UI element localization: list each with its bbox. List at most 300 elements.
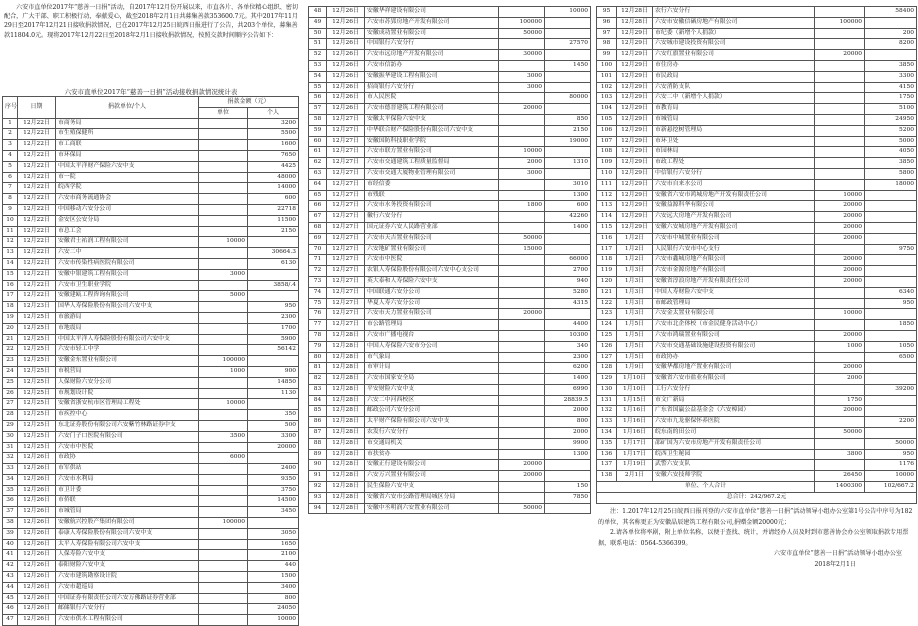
row-donor: 市环卫处 [653,136,815,147]
row-date: 12月22日 [18,248,56,259]
row-person-amount: 22718 [248,204,299,215]
row-unit-amount: 10000 [199,399,248,410]
row-number: 4 [3,150,18,161]
row-number: 58 [309,114,327,125]
subtotal-person: 102/667.2 [865,482,917,493]
row-donor: 安徽正行建设有限公司 [365,460,499,471]
row-number: 86 [309,417,327,428]
row-person-amount: 2700 [545,266,591,277]
row-person-amount: 1450 [545,60,591,71]
row-person-amount: 8200 [865,39,917,50]
row-unit-amount [499,406,545,417]
row-date: 12月25日 [18,323,56,334]
row-donor: 六安市水务投资有限公司 [365,201,499,212]
row-number: 82 [309,374,327,385]
row-person-amount [248,237,299,248]
row-person-amount: 1500 [248,572,299,583]
row-number: 30 [3,431,18,442]
row-date: 12月26日 [327,60,365,71]
row-donor: 安徽振华建设工程有限公司 [365,71,499,82]
row-person-amount: 200 [865,28,917,39]
row-unit-amount [499,428,545,439]
row-unit-amount: 20000 [499,471,545,482]
row-person-amount [865,222,917,233]
row-date: 12月27日 [327,287,365,298]
row-date: 12月22日 [18,237,56,248]
subtotal-unit: 1400300 [815,482,865,493]
row-number: 103 [597,93,617,104]
row-unit-amount [499,287,545,298]
table-row [3,140,299,151]
note-1: 注：1.2017年12月25日皖西日报刊登的六安市直单位“慈善一日捐”活动领导小组办公室第1号公告中序号为182的单位，其名称更正为安徽晶辰建筑工程有限公司,捐赠金额20000元； [598,508,913,526]
row-date: 1月17日 [617,449,653,460]
row-number: 42 [3,561,18,572]
row-date: 12月29日 [617,125,653,136]
row-number: 119 [597,266,617,277]
row-person-amount [545,28,591,39]
row-date: 1月9日 [617,363,653,374]
row-date: 12月27日 [327,212,365,223]
row-unit-amount [199,161,248,172]
row-person-amount: 4050 [865,147,917,158]
row-unit-amount: 20000 [499,309,545,320]
row-donor: 邵矿国为六安市房地产开发有限责任公司 [653,438,815,449]
row-number: 40 [3,539,18,550]
table-row [597,471,917,482]
row-person-amount: 940 [545,276,591,287]
row-person-amount: 1600 [248,140,299,151]
row-date: 12月22日 [18,161,56,172]
row-unit-amount: 3000 [499,71,545,82]
row-unit-amount [815,298,865,309]
row-number: 78 [309,330,327,341]
row-donor: 安徽省淳浪房地产开发有限责任公司 [653,276,815,287]
row-donor: 广东省国赢公益基金会（六安樟园） [653,406,815,417]
table-row [309,503,591,514]
row-number: 83 [309,384,327,395]
row-person-amount: 24050 [248,604,299,615]
row-donor: 市商务局 [56,118,199,129]
row-unit-amount: 100000 [199,518,248,529]
row-person-amount: 3300 [865,71,917,82]
row-person-amount: 800 [545,417,591,428]
row-number: 6 [3,172,18,183]
row-date: 12月28日 [327,460,365,471]
row-donor: 中国太平洋财产保险六安中支 [56,161,199,172]
row-person-amount [545,309,591,320]
row-number: 16 [3,280,18,291]
donation-table-middle [308,6,591,514]
row-person-amount [545,244,591,255]
row-person-amount: 80000 [545,93,591,104]
row-person-amount [865,212,917,223]
row-donor: 武警六安支队 [653,460,815,471]
row-person-amount: 3850 [865,60,917,71]
row-number: 126 [597,341,617,352]
row-donor: 六安市国家安全局 [365,374,499,385]
row-person-amount [865,330,917,341]
row-unit-amount [199,215,248,226]
row-date: 12月29日 [617,168,653,179]
row-number: 134 [597,428,617,439]
table-row [3,345,299,356]
table-row [309,341,591,352]
row-unit-amount [499,179,545,190]
row-unit-amount [499,352,545,363]
row-unit-amount: 3000 [199,269,248,280]
row-person-amount: 600 [545,201,591,212]
row-donor: 六安市金源房地产有限公司 [653,266,815,277]
table-row [3,550,299,561]
row-number: 57 [309,104,327,115]
row-donor: 皖西卫生秘园 [653,449,815,460]
row-unit-amount [199,615,248,626]
row-person-amount: 1130 [248,388,299,399]
row-unit-amount [815,136,865,147]
row-donor: 六安地矿置业有限公司 [365,244,499,255]
row-number: 85 [309,406,327,417]
row-date: 12月26日 [18,496,56,507]
row-donor: 六安万兴置业有限公司 [365,471,499,482]
header-unit: 单位 [199,107,248,118]
row-donor: 平安财险六安中支 [365,384,499,395]
row-unit-amount [199,248,248,259]
row-number: 24 [3,366,18,377]
row-date: 12月22日 [18,215,56,226]
row-donor: 安徽建瓯工程咨询有限公司 [56,291,199,302]
row-person-amount [865,363,917,374]
table-row [597,266,917,277]
row-unit-amount: 100000 [499,17,545,28]
table-row [597,71,917,82]
row-donor: 安徽六安城房地产开发有限公司 [653,222,815,233]
row-number: 111 [597,179,617,190]
row-date: 12月27日 [327,320,365,331]
table-row [309,190,591,201]
table-row [597,384,917,395]
row-unit-amount: 6000 [199,453,248,464]
row-date: 12月26日 [327,7,365,18]
row-unit-amount [815,147,865,158]
table-row [309,266,591,277]
row-person-amount: 3400 [248,582,299,593]
donation-table-right [596,6,917,504]
row-unit-amount: 2000 [815,374,865,385]
row-date: 12月22日 [18,258,56,269]
row-number: 87 [309,428,327,439]
row-number: 84 [309,395,327,406]
row-donor: 六安市苏郢房地产开发有限公司 [365,17,499,28]
row-date: 12月27日 [327,298,365,309]
table-row [597,341,917,352]
table-row [309,233,591,244]
row-unit-amount: 20000 [815,212,865,223]
row-date: 12月29日 [617,114,653,125]
row-number: 28 [3,410,18,421]
table-row [597,438,917,449]
row-donor: 六安市鸿瑞置业有限公司 [653,330,815,341]
row-date: 12月25日 [18,410,56,421]
row-donor: 市民政局 [653,71,815,82]
table-row [3,582,299,593]
table-row [597,82,917,93]
row-date: 12月29日 [617,71,653,82]
row-date: 12月22日 [18,118,56,129]
row-date: 12月26日 [18,593,56,604]
table-row [3,485,299,496]
row-number: 22 [3,345,18,356]
row-date: 12月29日 [617,179,653,190]
row-person-amount: 39200 [865,384,917,395]
table-row [597,158,917,169]
row-unit-amount: 3000 [499,82,545,93]
row-number: 81 [309,363,327,374]
row-unit-amount [499,320,545,331]
row-donor: 安徽省六安市鸿城房地产开发有限责任公司 [653,190,815,201]
row-unit-amount [199,604,248,615]
column-right [596,0,918,584]
row-person-amount [545,104,591,115]
row-number: 77 [309,320,327,331]
row-date: 12月29日 [617,93,653,104]
row-date: 12月25日 [18,442,56,453]
table-row [597,363,917,374]
row-donor: 中国证券有限责任公司六安万佛路证券营业部 [56,593,199,604]
row-number: 74 [309,287,327,298]
table-row [309,384,591,395]
row-unit-amount [499,125,545,136]
row-unit-amount [199,150,248,161]
row-date: 12月26日 [327,50,365,61]
row-person-amount: 19000 [545,136,591,147]
row-donor: 市文广新局 [653,395,815,406]
table-row [597,114,917,125]
row-person-amount [248,518,299,529]
row-donor: 安徽省六安市公路管理局城区分局 [365,492,499,503]
row-person-amount: 6500 [865,352,917,363]
row-person-amount: 350 [248,410,299,421]
row-unit-amount: 20000 [815,363,865,374]
row-date: 1月2日 [617,244,653,255]
row-person-amount [865,266,917,277]
row-number: 35 [3,485,18,496]
row-date: 12月28日 [327,482,365,493]
row-unit-amount [199,258,248,269]
table-row [597,17,917,28]
table-row [309,287,591,298]
table-row [597,255,917,266]
row-unit-amount: 3500 [199,431,248,442]
row-donor: 金安区公安分局 [56,215,199,226]
row-donor: 六安市传染性病医院有限公司 [56,258,199,269]
row-donor: 市军供站 [56,464,199,475]
row-number: 117 [597,244,617,255]
row-date: 12月22日 [18,172,56,183]
table-row [3,474,299,485]
row-number: 132 [597,406,617,417]
row-unit-amount [815,125,865,136]
row-person-amount: 1310 [545,158,591,169]
table-row [3,399,299,410]
row-donor: 市人民医院 [365,93,499,104]
table-row [597,309,917,320]
row-person-amount: 5100 [865,104,917,115]
row-donor: 市政工程处 [653,158,815,169]
row-unit-amount [499,190,545,201]
table-row [3,312,299,323]
row-unit-amount [199,323,248,334]
table-row [309,438,591,449]
row-donor: 邮储银行六安分行 [56,604,199,615]
table-row [3,215,299,226]
table-row [597,320,917,331]
row-person-amount: 14500 [248,496,299,507]
row-date: 12月29日 [617,50,653,61]
row-date: 1月3日 [617,276,653,287]
table-row [597,212,917,223]
row-unit-amount: 20000 [815,330,865,341]
row-donor: 市审计局 [365,363,499,374]
row-donor: 市总工会 [56,226,199,237]
table-row [309,28,591,39]
row-number: 76 [309,309,327,320]
row-person-amount: 900 [248,366,299,377]
row-number: 37 [3,507,18,518]
row-number: 14 [3,258,18,269]
row-date: 12月26日 [327,104,365,115]
row-date: 12月28日 [327,449,365,460]
row-date: 12月26日 [18,572,56,583]
row-unit-amount: 100000 [815,17,865,28]
row-person-amount: 5900 [248,334,299,345]
row-person-amount: 950 [865,449,917,460]
row-number: 93 [309,492,327,503]
table-row [309,158,591,169]
row-unit-amount [199,194,248,205]
row-number: 9 [3,204,18,215]
row-unit-amount: 5000 [199,291,248,302]
column-left [0,0,302,623]
row-donor: 六安市安徽信硒房地产有限公司 [653,17,815,28]
row-donor: 六安市中城置业有限公司 [653,233,815,244]
row-person-amount [865,233,917,244]
row-number: 2 [3,129,18,140]
row-donor: 中国移动六安分公司 [56,204,199,215]
row-number: 121 [597,287,617,298]
row-date: 1月17日 [617,438,653,449]
row-number: 107 [597,136,617,147]
row-unit-amount [199,420,248,431]
row-unit-amount [199,172,248,183]
row-unit-amount: 20000 [815,255,865,266]
row-unit-amount [499,374,545,385]
row-unit-amount [815,158,865,169]
row-date: 12月26日 [327,28,365,39]
table-row [597,190,917,201]
row-person-amount: 850 [545,114,591,125]
row-unit-amount [199,528,248,539]
row-date: 12月26日 [18,518,56,529]
row-donor: 六安市德晋建筑工程有限公司 [365,104,499,115]
row-unit-amount [499,417,545,428]
grand-total: 总合计：242/967.2元 [597,492,917,503]
row-donor: 市侨联 [56,496,199,507]
row-person-amount: 3850 [865,158,917,169]
table-row [309,244,591,255]
row-date: 12月28日 [327,374,365,385]
row-donor: 中国太平洋人寿保险股份有限公司六安中支 [56,334,199,345]
row-person-amount: 2150 [248,226,299,237]
table-row [309,17,591,28]
row-number: 89 [309,449,327,460]
row-person-amount: 3050 [248,528,299,539]
row-unit-amount [199,140,248,151]
row-donor: 六安市卫生职业学院 [56,280,199,291]
row-unit-amount: 3800 [815,449,865,460]
row-unit-amount [815,320,865,331]
row-person-amount [865,17,917,28]
row-person-amount: 5800 [865,168,917,179]
row-donor: 安徽省六安市盐业有限公司 [653,374,815,385]
row-donor: 安徽航兴控股产集团有限公司 [56,518,199,529]
row-person-amount [865,428,917,439]
row-number: 122 [597,298,617,309]
row-donor: 市邮政管理局 [653,298,815,309]
row-date: 12月22日 [18,194,56,205]
row-date: 12月28日 [327,503,365,514]
row-number: 120 [597,276,617,287]
row-person-amount [545,82,591,93]
row-number: 34 [3,474,18,485]
row-number: 44 [3,582,18,593]
row-donor: 安徽华祥建设有限公司 [365,7,499,18]
row-date: 12月29日 [617,190,653,201]
row-date: 1月3日 [617,287,653,298]
row-number: 52 [309,50,327,61]
header-person: 个人 [248,107,299,118]
row-number: 98 [597,39,617,50]
row-date: 12月27日 [327,190,365,201]
row-donor: 市政协办 [653,352,815,363]
row-date: 12月26日 [18,539,56,550]
row-donor: 国华人寿保险股份有限公司六安中支 [56,302,199,313]
row-date: 1月2日 [617,255,653,266]
row-number: 115 [597,222,617,233]
row-number: 129 [597,374,617,385]
row-person-amount: 56142 [248,345,299,356]
row-number: 12 [3,237,18,248]
row-number: 88 [309,438,327,449]
row-date: 12月22日 [18,226,56,237]
row-number: 56 [309,93,327,104]
row-unit-amount: 2000 [499,158,545,169]
row-donor: 六安市轻工中学 [56,345,199,356]
table-row [309,460,591,471]
row-unit-amount [199,388,248,399]
table-row [309,82,591,93]
table-row [309,136,591,147]
row-date: 12月27日 [327,276,365,287]
table-row [309,298,591,309]
table-row [3,356,299,367]
table-row [309,93,591,104]
row-number: 72 [309,266,327,277]
row-number: 46 [3,604,18,615]
row-person-amount: 3010 [545,179,591,190]
row-unit-amount [815,168,865,179]
row-person-amount: 5200 [865,125,917,136]
row-person-amount: 150 [545,482,591,493]
